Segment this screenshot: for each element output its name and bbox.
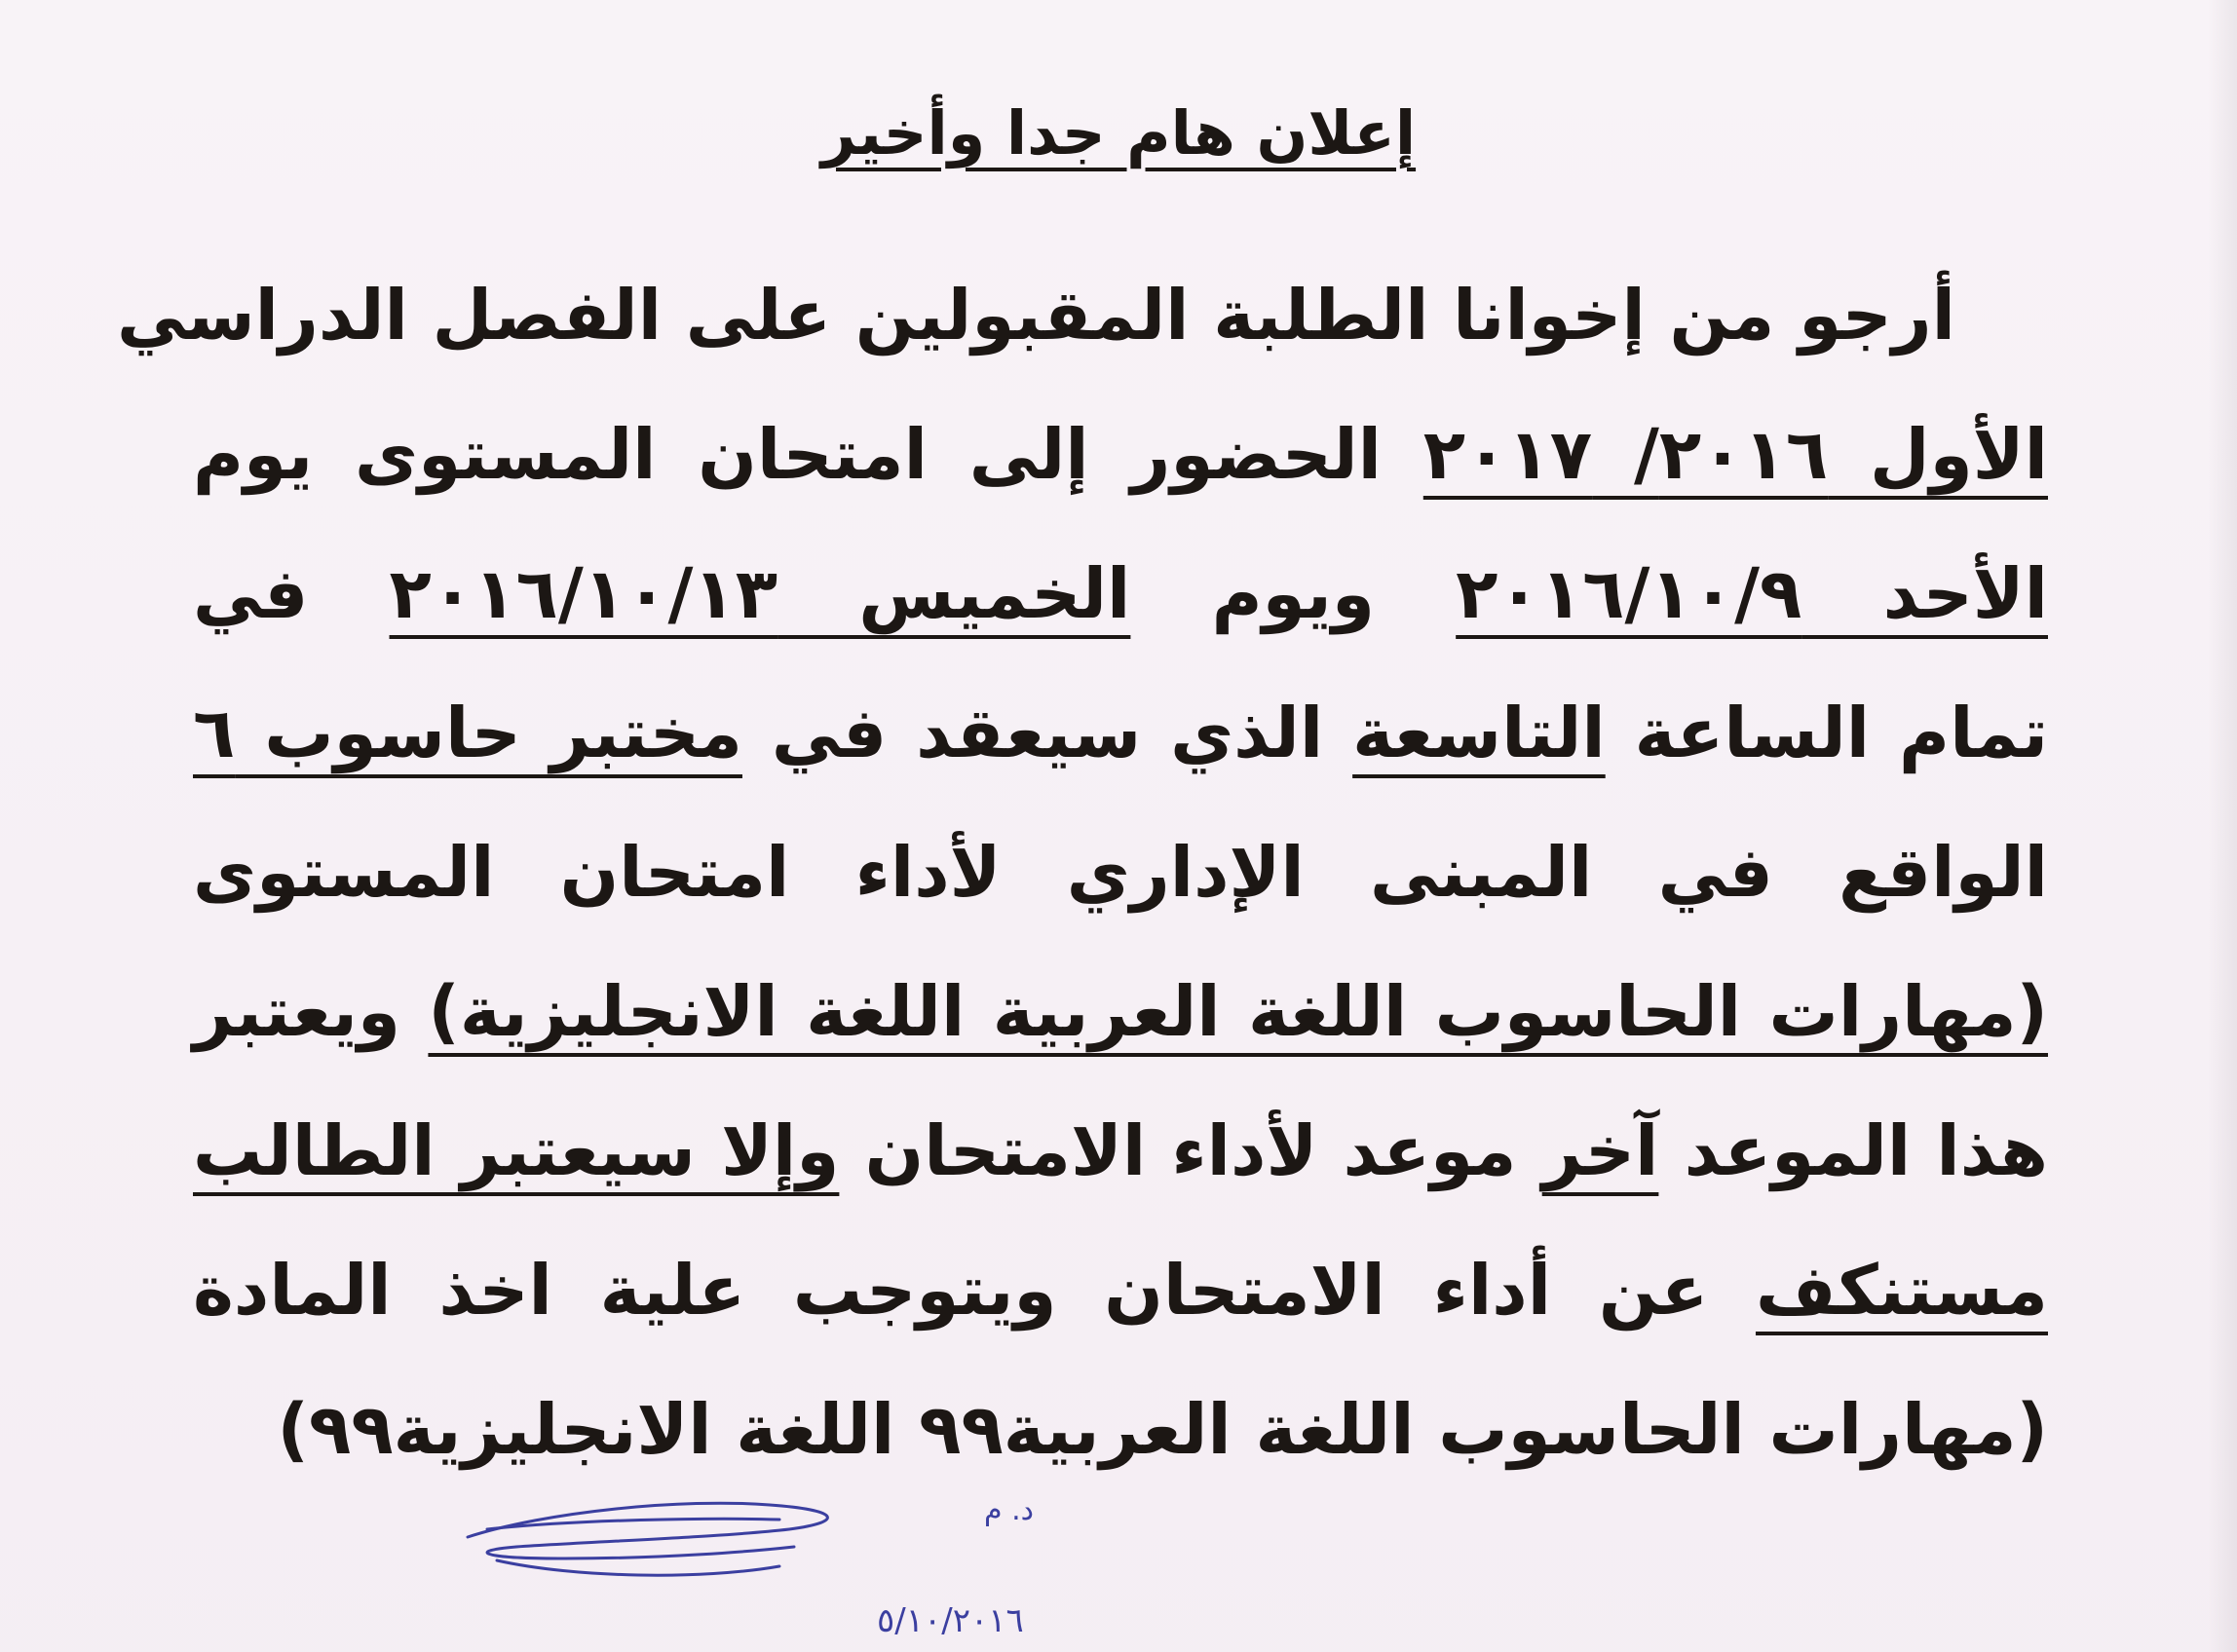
body-line-6 xyxy=(193,942,2048,1081)
body-line-1 xyxy=(117,245,2048,385)
underlined-phrase: مستنكف xyxy=(1755,1250,2048,1331)
body-line-8 xyxy=(193,1220,2048,1360)
signature-stamp xyxy=(458,1451,1035,1646)
underlined-phrase: التاسعة xyxy=(1352,693,1606,773)
underlined-phrase: الأحد ٢٠١٦/١٠/٩ xyxy=(1456,553,2048,634)
signature-initials: د. م xyxy=(984,1493,1035,1527)
body-line-3 xyxy=(193,524,2048,663)
underlined-phrase: وإلا سيعتبر الطالب xyxy=(193,1110,840,1191)
text-phrase: الذي سيعقد في xyxy=(741,693,1353,773)
text-phrase: (مهارات الحاسوب اللغة العربية٩٩ اللغة الانجليزية٩٩) xyxy=(277,1389,2048,1470)
underlined-phrase: الخميس ٢٠١٦/١٠/١٣ xyxy=(389,553,1131,634)
underlined-phrase: مختبر حاسوب ٦ xyxy=(193,693,742,773)
text-phrase: الواقع في المبنى الإداري لأداء امتحان المستوى xyxy=(193,832,2048,913)
signature-date: ٥/١٠/٢٠١٦ xyxy=(877,1601,1024,1640)
text-phrase: الحضور إلى امتحان المستوى يوم xyxy=(193,414,1423,495)
text-phrase: عن أداء الامتحان ويتوجب علية اخذ المادة xyxy=(193,1250,1756,1331)
text-phrase: أرجو من إخوانا الطلبة المقبولين على الفصل الدراسي xyxy=(117,275,1955,356)
text-phrase: ويوم xyxy=(1130,553,1457,634)
underlined-phrase: آخر xyxy=(1541,1110,1659,1191)
underlined-phrase: (مهارات الحاسوب اللغة العربية اللغة الانجليزية) xyxy=(428,971,2049,1052)
body-line-7 xyxy=(193,1081,2048,1220)
text-phrase: هذا الموعد xyxy=(1658,1110,2048,1191)
text-phrase: في xyxy=(193,553,390,634)
text-phrase: موعد لأداء الامتحان xyxy=(839,1110,1542,1191)
text-phrase: تمام الساعة xyxy=(1605,693,2048,773)
signature-underline xyxy=(497,1560,779,1575)
body-line-2 xyxy=(193,385,2048,524)
underlined-phrase: الأول ٢٠١٦/ ٢٠١٧ xyxy=(1422,414,2048,495)
announcement-title xyxy=(0,90,2237,177)
text-phrase: ويعتبر xyxy=(193,971,429,1052)
scan-edge-shadow xyxy=(2208,0,2237,1652)
signature-flourish xyxy=(468,1503,827,1558)
announcement-title-text: إعلان هام جدا وأخير xyxy=(820,97,1417,169)
body-line-4 xyxy=(193,663,2048,803)
announcement-body xyxy=(117,245,2049,1499)
body-line-5 xyxy=(193,803,2048,942)
